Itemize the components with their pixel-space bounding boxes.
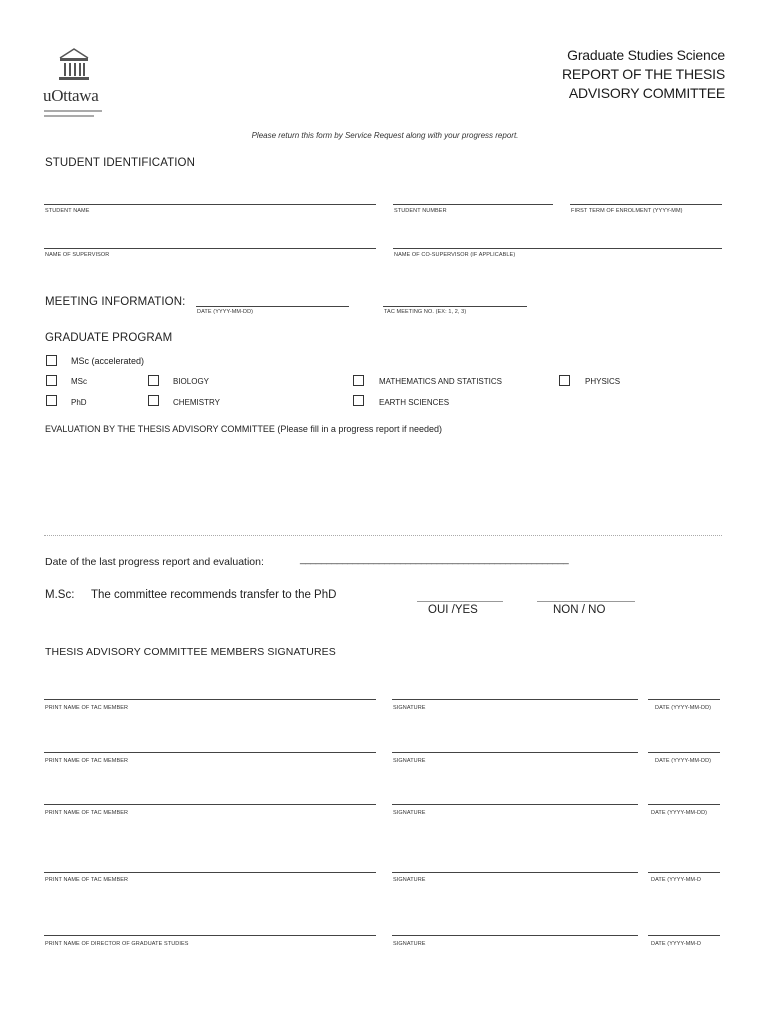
last-report-date-field[interactable]: ___________________________________________________	[300, 554, 569, 565]
phd-label: PhD	[71, 398, 87, 407]
student-name-field[interactable]	[44, 204, 376, 205]
signature-date-field[interactable]	[648, 872, 720, 873]
tac-meeting-number-caption: TAC MEETING NO. (EX: 1, 2, 3)	[384, 309, 467, 315]
evaluation-text-area[interactable]	[44, 440, 722, 532]
supervisor-caption: NAME OF SUPERVISOR	[45, 252, 110, 258]
signature-caption: SIGNATURE	[393, 758, 426, 764]
title-line: ADVISORY COMMITTEE	[568, 85, 725, 101]
graduate-program-heading: GRADUATE PROGRAM	[45, 332, 173, 344]
co-supervisor-field[interactable]	[393, 248, 722, 249]
student-number-caption: STUDENT NUMBER	[394, 208, 447, 214]
university-logo-text: uOttawa	[43, 86, 99, 105]
logo-tagline	[44, 110, 106, 120]
university-building-icon	[57, 46, 91, 84]
phd-checkbox[interactable]	[46, 395, 57, 406]
math-stats-label: MATHEMATICS AND STATISTICS	[379, 377, 502, 386]
signature-date-field[interactable]	[648, 752, 720, 753]
yes-blank[interactable]	[417, 601, 503, 602]
director-signature-field[interactable]	[392, 935, 638, 936]
msc-accelerated-checkbox[interactable]	[46, 355, 57, 366]
first-term-field[interactable]	[570, 204, 722, 205]
director-name-caption: PRINT NAME OF DIRECTOR OF GRADUATE STUDIES	[45, 941, 189, 947]
chemistry-label: CHEMISTRY	[173, 398, 220, 407]
signature-date-caption: DATE (YYYY-MM-DD)	[651, 810, 708, 816]
physics-checkbox[interactable]	[559, 375, 570, 386]
meeting-date-field[interactable]	[196, 306, 349, 307]
no-blank[interactable]	[537, 601, 635, 602]
signature-date-field[interactable]	[648, 699, 720, 700]
tac-member-name-caption: PRINT NAME OF TAC MEMBER	[45, 705, 129, 711]
tac-meeting-number-field[interactable]	[383, 306, 527, 307]
tac-member-name-caption: PRINT NAME OF TAC MEMBER	[45, 758, 129, 764]
director-date-field[interactable]	[648, 935, 720, 936]
msc-checkbox[interactable]	[46, 375, 57, 386]
signature-date-field[interactable]	[648, 804, 720, 805]
transfer-recommendation-text: The committee recommends transfer to the PhD	[91, 589, 337, 601]
tac-member-name-field[interactable]	[44, 872, 376, 873]
signature-field[interactable]	[392, 699, 638, 700]
signature-caption: SIGNATURE	[393, 810, 426, 816]
biology-label: BIOLOGY	[173, 377, 210, 386]
title-line: REPORT OF THE THESIS	[561, 66, 725, 82]
first-term-caption: FIRST TERM OF ENROLMENT (YYYY-MM)	[571, 208, 683, 214]
student-name-caption: STUDENT NAME	[45, 208, 90, 214]
evaluation-heading: EVALUATION BY THE THESIS ADVISORY COMMITTEE (Please fill in a progress report if needed)	[45, 424, 442, 434]
math-stats-checkbox[interactable]	[353, 375, 364, 386]
physics-label: PHYSICS	[585, 377, 621, 386]
signature-date-caption: DATE (YYYY-MM-DD)	[655, 758, 712, 764]
msc-transfer-label: M.Sc:	[45, 589, 75, 601]
director-name-field[interactable]	[44, 935, 376, 936]
signature-caption: SIGNATURE	[393, 705, 426, 711]
earth-sciences-checkbox[interactable]	[353, 395, 364, 406]
director-signature-caption: SIGNATURE	[393, 941, 426, 947]
msc-accelerated-label: MSc (accelerated)	[71, 356, 145, 366]
tac-member-name-field[interactable]	[44, 699, 376, 700]
supervisor-field[interactable]	[44, 248, 376, 249]
director-date-caption: DATE (YYYY-MM-D	[651, 941, 702, 947]
signature-date-caption: DATE (YYYY-MM-D	[651, 877, 702, 883]
no-option-label: NON / NO	[553, 604, 606, 616]
signature-field[interactable]	[392, 872, 638, 873]
student-identification-heading: STUDENT IDENTIFICATION	[45, 157, 195, 169]
section-divider	[44, 535, 722, 536]
return-instruction: Please return this form by Service Request along with your progress report.	[251, 131, 519, 140]
signature-date-caption: DATE (YYYY-MM-DD)	[655, 705, 712, 711]
meeting-date-caption: DATE (YYYY-MM-DD)	[197, 309, 254, 315]
signature-field[interactable]	[392, 752, 638, 753]
yes-option-label: OUI /YES	[428, 604, 478, 616]
meeting-information-heading: MEETING INFORMATION:	[45, 296, 186, 308]
signature-field[interactable]	[392, 804, 638, 805]
msc-label: MSc	[71, 377, 87, 386]
biology-checkbox[interactable]	[148, 375, 159, 386]
tac-member-name-field[interactable]	[44, 804, 376, 805]
tac-member-name-caption: PRINT NAME OF TAC MEMBER	[45, 877, 129, 883]
last-report-label: Date of the last progress report and evaluation:	[45, 556, 264, 568]
tac-member-name-caption: PRINT NAME OF TAC MEMBER	[45, 810, 129, 816]
signature-caption: SIGNATURE	[393, 877, 426, 883]
title-line: Graduate Studies Science	[567, 47, 725, 63]
signatures-heading: THESIS ADVISORY COMMITTEE MEMBERS SIGNATURES	[45, 646, 336, 658]
tac-member-name-field[interactable]	[44, 752, 376, 753]
student-number-field[interactable]	[393, 204, 553, 205]
co-supervisor-caption: NAME OF CO-SUPERVISOR (IF APPLICABLE)	[394, 252, 516, 258]
form-title	[562, 46, 725, 103]
earth-sciences-label: EARTH SCIENCES	[379, 398, 450, 407]
chemistry-checkbox[interactable]	[148, 395, 159, 406]
